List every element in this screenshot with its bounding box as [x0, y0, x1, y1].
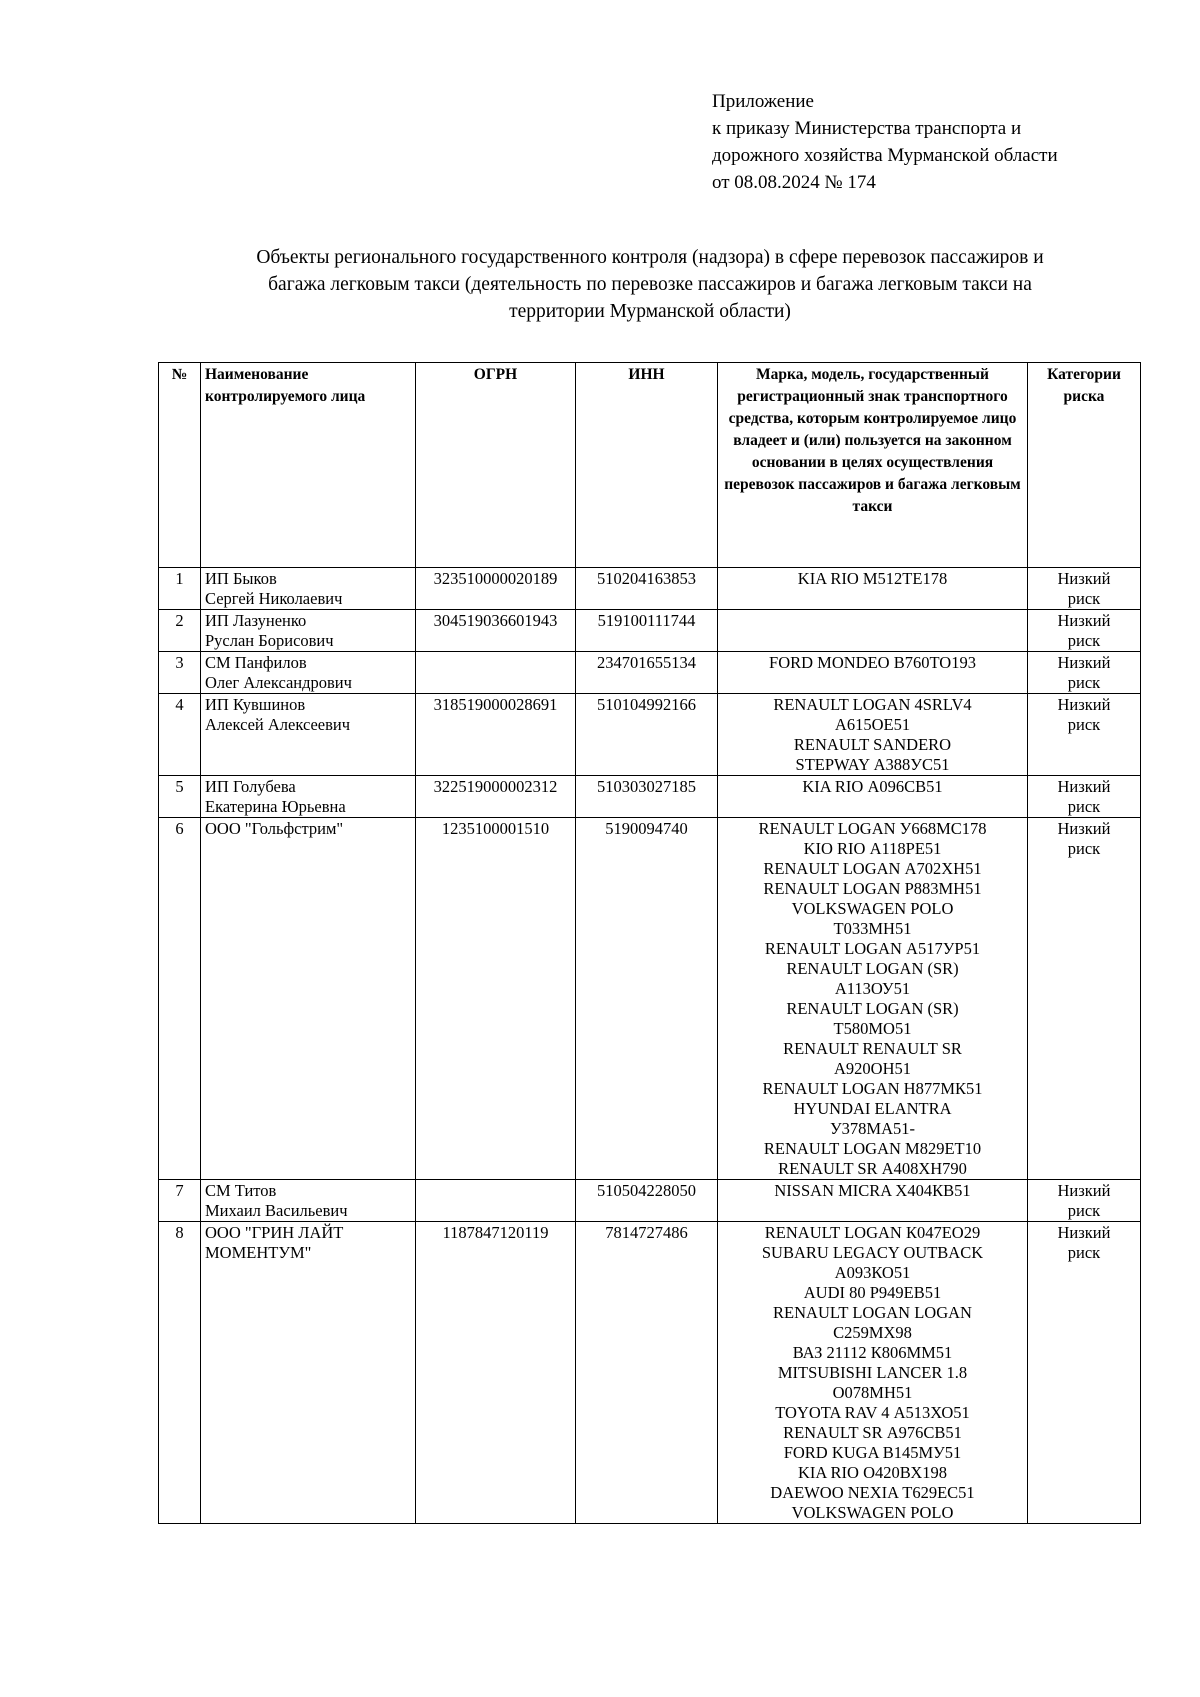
controlled-person-line: ИП Быков: [205, 569, 277, 588]
controlled-person-cell: [201, 776, 416, 818]
vehicle-line: KIA RIO А096СВ51: [802, 777, 943, 796]
header-vehicle: Марка, модель, государственный регистрационный знак транспортного средства, которым контролируемое лицо владеет и (или) пользуется на законном основании в целях осуществления перевозок пассажиров и багажа легковым такси: [718, 363, 1028, 568]
controlled-person-line: Руслан Борисович: [205, 631, 334, 650]
row-number-cell: 2: [159, 610, 201, 652]
inn-cell: 234701655134: [576, 652, 718, 694]
controlled-person-line: Сергей Николаевич: [205, 589, 343, 608]
row-number-cell: 3: [159, 652, 201, 694]
vehicle-line: А113ОУ51: [834, 979, 911, 998]
title-line: багажа легковым такси (деятельность по перевозке пассажиров и багажа легковым такси на: [268, 274, 1032, 295]
vehicle-line: Т033МН51: [833, 919, 912, 938]
table-row: [159, 652, 1141, 694]
risk-line: Низкий: [1057, 1223, 1111, 1242]
vehicle-line: RENAULT LOGAN Н877МК51: [762, 1079, 983, 1098]
header-num: №: [159, 363, 201, 568]
risk-category-cell: [1028, 1180, 1141, 1222]
vehicle-line: RENAULT LOGAN LOGAN: [773, 1303, 972, 1322]
vehicle-cell: [718, 610, 1028, 652]
table-row: [159, 776, 1141, 818]
risk-category-cell: [1028, 694, 1141, 776]
ogrn-cell: 322519000002312: [416, 776, 576, 818]
inn-cell: 510204163853: [576, 568, 718, 610]
vehicle-line: KIA RIO М512ТЕ178: [797, 569, 948, 588]
vehicle-line: STEPWAY А388УС51: [795, 755, 950, 774]
vehicle-cell: [718, 1222, 1028, 1524]
ogrn-cell: 323510000020189: [416, 568, 576, 610]
vehicle-line: RENAULT RENAULT SR: [783, 1039, 962, 1058]
risk-category-cell: [1028, 568, 1141, 610]
vehicle-line: RENAULT LOGAN (SR): [786, 959, 959, 978]
controlled-person-cell: [201, 610, 416, 652]
vehicle-line: DAEWOO NEXIA Т629ЕС51: [770, 1483, 975, 1502]
controlled-person-line: Михаил Васильевич: [205, 1201, 348, 1220]
table-row: [159, 1222, 1141, 1524]
vehicle-line: RENAULT LOGAN К047ЕО29: [764, 1223, 981, 1242]
header-ogrn: ОГРН: [416, 363, 576, 568]
appendix-block: [712, 88, 1058, 196]
vehicle-line: AUDI 80 Р949ЕВ51: [803, 1283, 942, 1302]
risk-category-cell: [1028, 652, 1141, 694]
controlled-person-line: МОМЕНТУМ": [205, 1243, 312, 1262]
vehicle-line: TOYOTA RAV 4 А513ХО51: [775, 1403, 970, 1422]
vehicle-line: Т580МО51: [833, 1019, 912, 1038]
vehicle-line: О078МН51: [832, 1383, 913, 1402]
risk-line: риск: [1067, 673, 1101, 692]
table-body: [159, 568, 1141, 1524]
appendix-line: к приказу Министерства транспорта и: [712, 118, 1022, 139]
appendix-line: дорожного хозяйства Мурманской области: [712, 145, 1058, 166]
vehicle-line: RENAULT SANDERO: [793, 735, 952, 754]
vehicle-line: VOLKSWAGEN POLO: [791, 1503, 954, 1522]
vehicle-cell: [718, 1180, 1028, 1222]
vehicle-line: RENAULT LOGAN А517УР51: [764, 939, 981, 958]
inn-cell: 5190094740: [576, 818, 718, 1180]
vehicle-cell: [718, 568, 1028, 610]
vehicle-line: NISSAN MICRA Х404КВ51: [774, 1181, 971, 1200]
inn-cell: 7814727486: [576, 1222, 718, 1524]
row-number-cell: 7: [159, 1180, 201, 1222]
header-risk: Категории риска: [1028, 363, 1141, 568]
document-title: [190, 244, 1110, 325]
inn-cell: 510504228050: [576, 1180, 718, 1222]
risk-line: Низкий: [1057, 695, 1111, 714]
inn-cell: 510104992166: [576, 694, 718, 776]
ogrn-cell: 1235100001510: [416, 818, 576, 1180]
vehicle-line: FORD KUGA В145МУ51: [783, 1443, 962, 1462]
risk-category-cell: [1028, 776, 1141, 818]
vehicle-line: RENAULT LOGAN (SR): [786, 999, 959, 1018]
table-row: [159, 694, 1141, 776]
ogrn-cell: [416, 1180, 576, 1222]
controlled-person-line: СМ Титов: [205, 1181, 277, 1200]
controlled-person-cell: [201, 694, 416, 776]
table-row: [159, 610, 1141, 652]
vehicle-cell: [718, 776, 1028, 818]
risk-category-cell: [1028, 610, 1141, 652]
controlled-person-line: Олег Александрович: [205, 673, 352, 692]
table-row: [159, 568, 1141, 610]
risk-line: Низкий: [1057, 1181, 1111, 1200]
control-objects-table: [158, 362, 1141, 1524]
vehicle-line: RENAULT LOGAN 4SRLV4: [773, 695, 972, 714]
table-row: [159, 1180, 1141, 1222]
table-header-row: [159, 363, 1141, 568]
vehicle-line: А920ОН51: [834, 1059, 911, 1078]
controlled-person-cell: [201, 652, 416, 694]
vehicle-line: FORD MONDEO В760ТО193: [769, 653, 976, 672]
row-number-cell: 8: [159, 1222, 201, 1524]
vehicle-line: ВАЗ 21112 К806ММ51: [792, 1343, 953, 1362]
controlled-person-line: Алексей Алексеевич: [205, 715, 351, 734]
ogrn-cell: 318519000028691: [416, 694, 576, 776]
risk-category-cell: [1028, 818, 1141, 1180]
risk-line: Низкий: [1057, 611, 1111, 630]
vehicle-line: KIO RIO А118РЕ51: [803, 839, 942, 858]
vehicle-line: RENAULT LOGAN Р883МН51: [763, 879, 982, 898]
title-line: территории Мурманской области): [509, 301, 791, 322]
vehicle-line: С259МХ98: [833, 1323, 912, 1342]
risk-line: Низкий: [1057, 569, 1111, 588]
vehicle-line: RENAULT LOGAN А702ХН51: [763, 859, 982, 878]
vehicle-line: А093КО51: [834, 1263, 911, 1282]
controlled-person-cell: [201, 818, 416, 1180]
ogrn-cell: 304519036601943: [416, 610, 576, 652]
ogrn-cell: [416, 652, 576, 694]
controlled-person-line: ИП Кувшинов: [205, 695, 306, 714]
title-line: Объекты регионального государственного контроля (надзора) в сфере перевозок пассажиров и: [256, 247, 1044, 268]
risk-line: риск: [1067, 797, 1101, 816]
vehicle-cell: [718, 652, 1028, 694]
risk-category-cell: [1028, 1222, 1141, 1524]
vehicle-line: А615ОЕ51: [834, 715, 911, 734]
risk-line: риск: [1067, 1243, 1101, 1262]
header-name: Наименование контролируемого лица: [201, 363, 416, 568]
ogrn-cell: 1187847120119: [416, 1222, 576, 1524]
controlled-person-line: ООО "Гольфстрим": [205, 819, 344, 838]
controlled-person-line: ООО "ГРИН ЛАЙТ: [205, 1223, 344, 1242]
appendix-line: от 08.08.2024 № 174: [712, 172, 876, 193]
risk-line: риск: [1067, 631, 1101, 650]
row-number-cell: 4: [159, 694, 201, 776]
risk-line: риск: [1067, 589, 1101, 608]
vehicle-line: SUBARU LEGACY OUTBACK: [761, 1243, 984, 1262]
vehicle-cell: [718, 694, 1028, 776]
risk-line: риск: [1067, 1201, 1101, 1220]
vehicle-line: KIA RIO О420ВХ198: [797, 1463, 947, 1482]
table-row: [159, 818, 1141, 1180]
inn-cell: 510303027185: [576, 776, 718, 818]
controlled-person-line: Екатерина Юрьевна: [205, 797, 346, 816]
controlled-person-cell: [201, 1222, 416, 1524]
controlled-person-cell: [201, 1180, 416, 1222]
row-number-cell: 1: [159, 568, 201, 610]
vehicle-line: RENAULT LOGAN У668МС178: [758, 819, 987, 838]
controlled-person-line: ИП Лазуненко: [205, 611, 307, 630]
risk-line: Низкий: [1057, 653, 1111, 672]
inn-cell: 519100111744: [576, 610, 718, 652]
vehicle-line: RENAULT LOGAN М829ЕТ10: [763, 1139, 982, 1158]
controlled-person-line: СМ Панфилов: [205, 653, 307, 672]
vehicle-line: RENAULT SR А976СВ51: [783, 1423, 962, 1442]
vehicle-line: HYUNDAI ELANTRA: [793, 1099, 952, 1118]
risk-line: Низкий: [1057, 777, 1111, 796]
vehicle-line: RENAULT SR А408ХН790: [778, 1159, 967, 1178]
controlled-person-line: ИП Голубева: [205, 777, 296, 796]
header-inn: ИНН: [576, 363, 718, 568]
vehicle-line: MITSUBISHI LANCER 1.8: [777, 1363, 968, 1382]
controlled-person-cell: [201, 568, 416, 610]
vehicle-cell: [718, 818, 1028, 1180]
risk-line: риск: [1067, 839, 1101, 858]
risk-line: Низкий: [1057, 819, 1111, 838]
vehicle-line: VOLKSWAGEN POLO: [791, 899, 954, 918]
risk-line: риск: [1067, 715, 1101, 734]
row-number-cell: 5: [159, 776, 201, 818]
row-number-cell: 6: [159, 818, 201, 1180]
appendix-line: Приложение: [712, 91, 814, 112]
vehicle-line: У378МА51-: [829, 1119, 915, 1138]
